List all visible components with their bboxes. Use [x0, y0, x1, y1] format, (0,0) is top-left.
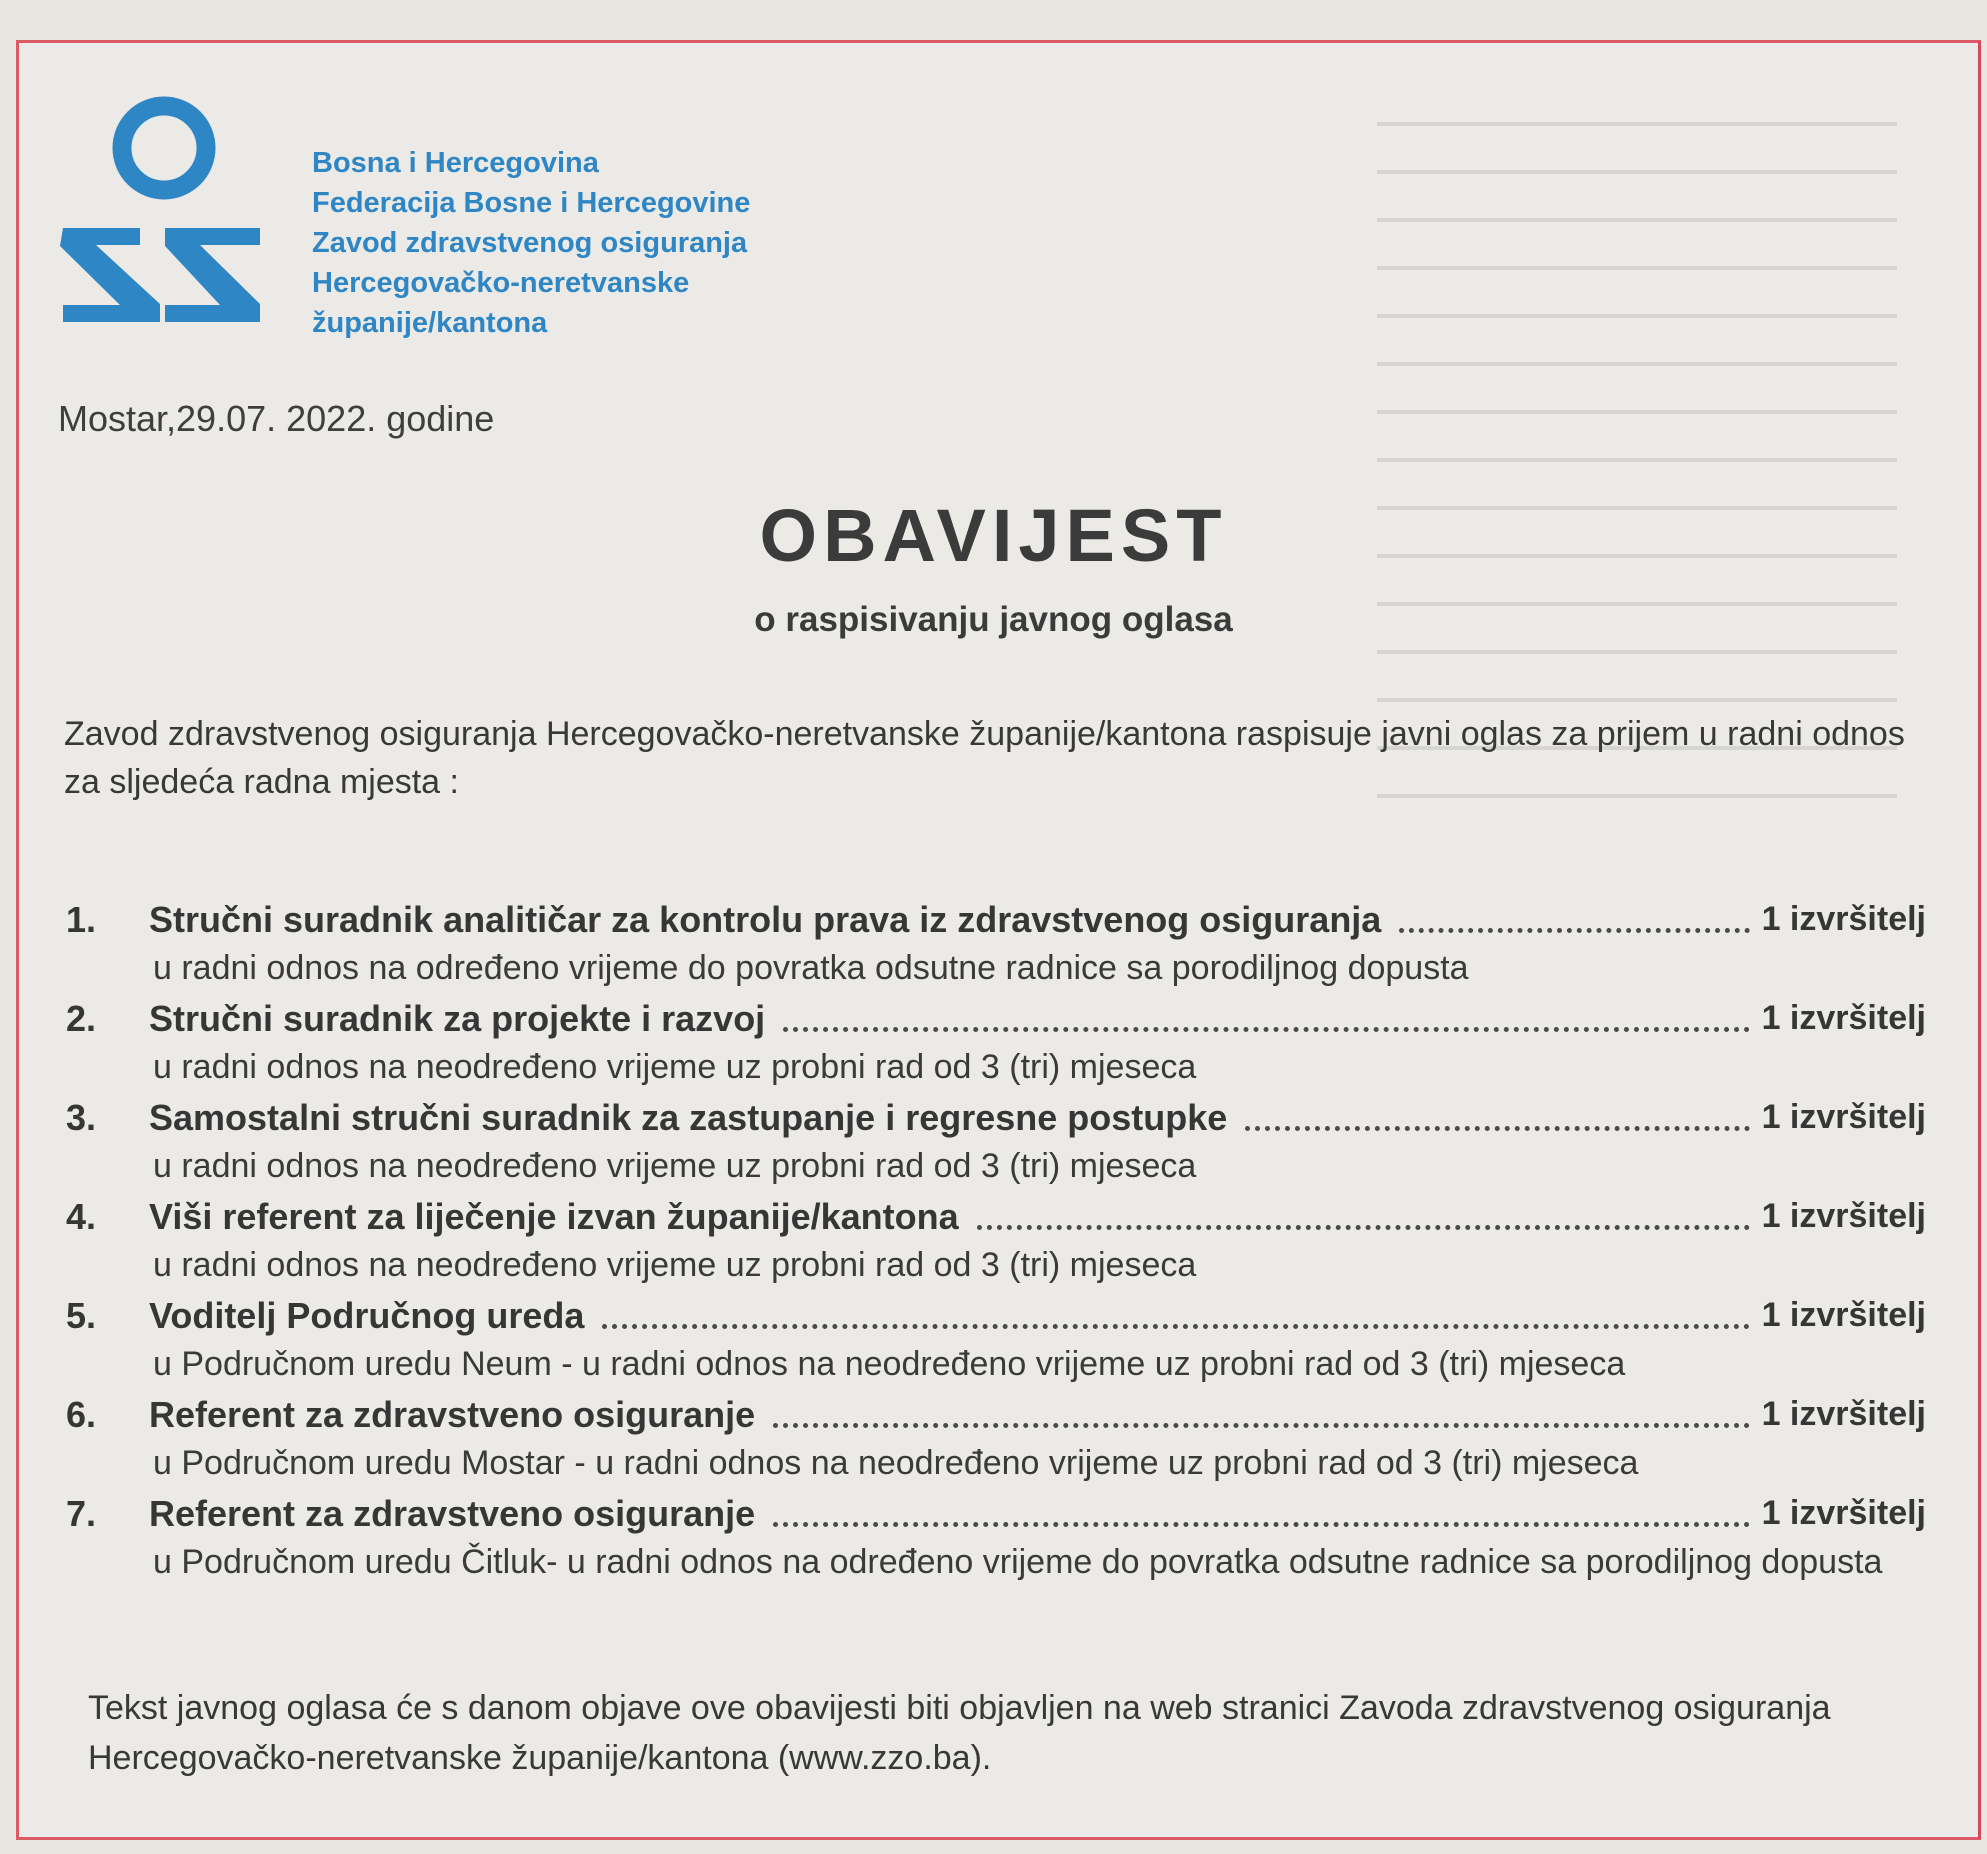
list-item — [66, 1291, 1926, 1388]
bleed-through-texture — [1377, 100, 1897, 800]
position-description: u radni odnos na određeno vrijeme do povratka odsutne radnice sa porodiljnog dopusta — [153, 949, 1469, 987]
header-line: Bosna i Hercegovina — [312, 147, 599, 179]
position-count: 1 izvršitelj — [1761, 1098, 1926, 1136]
date-line: Mostar,29.07. 2022. godine — [58, 398, 495, 439]
dot-leader — [602, 1324, 1749, 1329]
dot-leader — [1399, 928, 1749, 933]
item-number: 3. — [66, 1097, 97, 1138]
position-description: u radni odnos na neodređeno vrijeme uz probni rad od 3 (tri) mjeseca — [153, 1048, 1197, 1086]
dot-leader — [1245, 1126, 1749, 1131]
dot-leader — [773, 1522, 1749, 1527]
position-description: u Područnom uredu Neum - u radni odnos na neodređeno vrijeme uz probni rad od 3 (tri) mjeseca — [153, 1345, 1626, 1383]
position-description: u radni odnos na neodređeno vrijeme uz probni rad od 3 (tri) mjeseca — [153, 1246, 1197, 1284]
footer-paragraph: Tekst javnog oglasa će s danom objave ove obavijesti biti objavljen na web stranici Zavoda zdravstvenog osiguranja Hercegovačko-neretvanske županije/kantona (www.zzo.ba). — [88, 1689, 1831, 1777]
zzo-logo-icon — [60, 96, 265, 336]
position-description: u Područnom uredu Čitluk- u radni odnos na određeno vrijeme do povratka odsutne radnice sa porodiljnog dopusta — [153, 1543, 1883, 1581]
dot-leader — [773, 1423, 1749, 1428]
position-title: Stručni suradnik za projekte i razvoj — [149, 998, 766, 1039]
header-line: Federacija Bosne i Hercegovine — [312, 187, 751, 219]
item-number: 4. — [66, 1196, 97, 1237]
institution-header — [312, 143, 750, 343]
item-number: 5. — [66, 1295, 97, 1336]
item-number: 2. — [66, 998, 97, 1039]
item-number: 6. — [66, 1394, 97, 1435]
notice-title: OBAVIJEST — [759, 494, 1228, 577]
header-line: Zavod zdravstvenog osiguranja — [312, 227, 748, 259]
list-item — [66, 895, 1926, 992]
header-line: Hercegovačko-neretvanske — [312, 267, 690, 299]
position-count: 1 izvršitelj — [1761, 1197, 1926, 1235]
list-item — [66, 1093, 1926, 1190]
position-description: u Područnom uredu Mostar - u radni odnos na neodređeno vrijeme uz probni rad od 3 (tri) mjeseca — [153, 1444, 1639, 1482]
header-line: županije/kantona — [312, 307, 548, 339]
position-count: 1 izvršitelj — [1761, 999, 1926, 1037]
position-count: 1 izvršitelj — [1761, 900, 1926, 938]
position-count: 1 izvršitelj — [1761, 1494, 1926, 1532]
positions-list — [66, 895, 1926, 1588]
position-description: u radni odnos na neodređeno vrijeme uz probni rad od 3 (tri) mjeseca — [153, 1147, 1197, 1185]
dot-leader — [783, 1027, 1749, 1032]
position-title: Referent za zdravstveno osiguranje — [149, 1394, 756, 1435]
position-title: Voditelj Područnog ureda — [149, 1295, 585, 1336]
position-count: 1 izvršitelj — [1761, 1395, 1926, 1433]
intro-paragraph: Zavod zdravstvenog osiguranja Hercegovačko-neretvanske županije/kantona raspisuje javni oglas za prijem u radni odnos za sljedeća radna mjesta : — [64, 715, 1905, 801]
position-title: Referent za zdravstveno osiguranje — [149, 1493, 756, 1534]
position-count: 1 izvršitelj — [1761, 1296, 1926, 1334]
position-title: Samostalni stručni suradnik za zastupanje i regresne postupke — [149, 1097, 1228, 1138]
item-number: 7. — [66, 1493, 97, 1534]
dot-leader — [977, 1225, 1750, 1230]
notice-subtitle: o raspisivanju javnog oglasa — [754, 600, 1233, 639]
list-item — [66, 1390, 1926, 1487]
list-item — [66, 994, 1926, 1091]
position-title: Stručni suradnik analitičar za kontrolu prava iz zdravstvenog osiguranja — [149, 899, 1382, 940]
item-number: 1. — [66, 899, 97, 940]
list-item — [66, 1489, 1926, 1586]
list-item — [66, 1192, 1926, 1289]
position-title: Viši referent za liječenje izvan županije/kantona — [149, 1196, 959, 1237]
